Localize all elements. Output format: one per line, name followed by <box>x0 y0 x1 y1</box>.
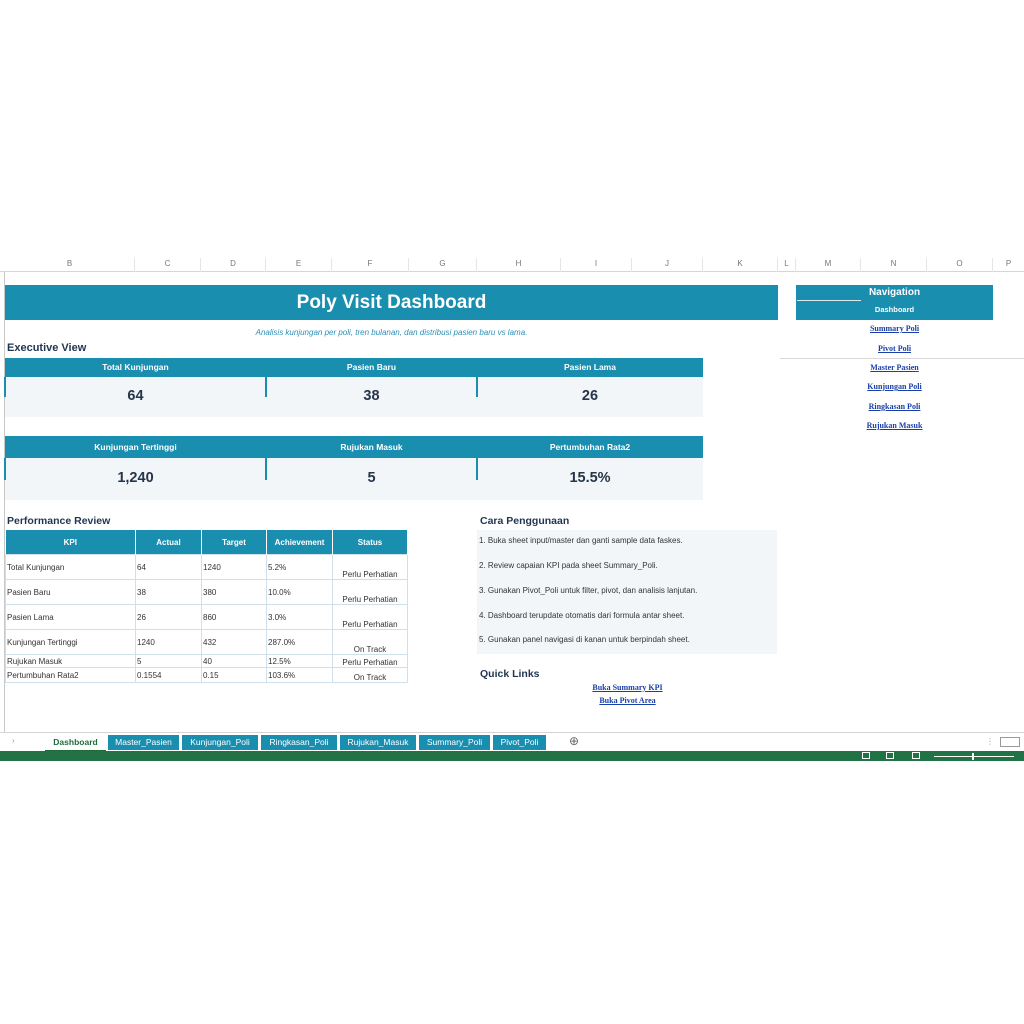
quick-links-heading: Quick Links <box>480 668 540 680</box>
actual-cell[interactable]: 38 <box>136 580 202 605</box>
status-cell[interactable]: Perlu Perhatian <box>333 605 408 630</box>
column-header-kpi[interactable]: KPI <box>6 530 136 555</box>
page-layout-icon[interactable] <box>886 752 894 759</box>
status-cell[interactable]: Perlu Perhatian <box>333 580 408 605</box>
table-row <box>6 630 408 655</box>
instruction-item: 4. Dashboard terupdate otomatis dari formula antar sheet. <box>479 611 685 620</box>
kpi-card-separator <box>4 458 6 480</box>
kpi-card-separator <box>4 377 6 397</box>
kpi-cell[interactable]: Kunjungan Tertinggi <box>6 630 136 655</box>
kpi-card-value: 1,240 <box>117 470 154 486</box>
column-header-target[interactable]: Target <box>202 530 267 555</box>
table-row <box>6 580 408 605</box>
column-header[interactable]: H <box>477 258 561 272</box>
target-cell[interactable]: 432 <box>202 630 267 655</box>
nav-link-ringkasan-poli[interactable]: Ringkasan Poli <box>868 402 921 411</box>
column-header[interactable]: K <box>703 258 778 272</box>
status-bar <box>0 751 1024 761</box>
target-cell[interactable]: 380 <box>202 580 267 605</box>
table-row <box>6 555 408 580</box>
cara-penggunaan-heading: Cara Penggunaan <box>480 515 570 527</box>
kpi-card-separator <box>265 458 267 480</box>
table-header-row <box>6 530 408 555</box>
actual-cell[interactable]: 26 <box>136 605 202 630</box>
status-cell[interactable]: Perlu Perhatian <box>333 555 408 580</box>
zoom-slider[interactable] <box>934 756 1014 757</box>
column-header[interactable]: M <box>796 258 861 272</box>
kpi-cell[interactable]: Rujukan Masuk <box>6 655 136 668</box>
table-row <box>6 605 408 630</box>
target-cell[interactable]: 40 <box>202 655 267 668</box>
instructions-box <box>477 530 777 654</box>
nav-link-dashboard[interactable]: Dashboard <box>874 305 915 314</box>
kpi-card-value: 38 <box>363 388 380 404</box>
column-header[interactable]: B <box>5 258 135 272</box>
nav-link-kunjungan-poli[interactable]: Kunjungan Poli <box>867 382 922 391</box>
kpi-card-label: Pasien Lama <box>477 358 703 377</box>
kpi-card-separator <box>476 458 478 480</box>
kpi-card-label: Pasien Baru <box>266 358 477 377</box>
kpi-card-value: 26 <box>581 388 599 404</box>
navigation-divider <box>797 300 861 301</box>
performance-table <box>5 530 408 683</box>
kpi-cell[interactable]: Pasien Lama <box>6 605 136 630</box>
sheet-tab-dashboard[interactable]: Dashboard <box>45 735 106 752</box>
quick-link-pivot-area[interactable]: Buka Pivot Area <box>599 696 656 705</box>
instruction-item: 3. Gunakan Pivot_Poli untuk filter, pivot, dan analisis lanjutan. <box>479 586 698 595</box>
status-cell[interactable]: On Track <box>333 668 408 683</box>
column-header-status[interactable]: Status <box>333 530 408 555</box>
scroll-tabs-left-icon[interactable]: › <box>12 736 15 745</box>
kpi-card-value: 15.5% <box>569 470 611 486</box>
add-sheet-icon[interactable]: ⊕ <box>569 734 580 748</box>
status-cell[interactable]: On Track <box>333 630 408 655</box>
achievement-cell[interactable]: 12.5% <box>267 655 333 668</box>
executive-view-heading: Executive View <box>7 342 87 354</box>
column-header[interactable]: C <box>135 258 201 272</box>
achievement-cell[interactable]: 5.2% <box>267 555 333 580</box>
column-header[interactable]: N <box>861 258 927 272</box>
quick-link-summary-kpi[interactable]: Buka Summary KPI <box>592 683 663 692</box>
column-header[interactable]: P <box>1005 259 1012 268</box>
achievement-cell[interactable]: 10.0% <box>267 580 333 605</box>
column-header-actual[interactable]: Actual <box>136 530 202 555</box>
performance-review-heading: Performance Review <box>7 515 111 527</box>
page-break-view-icon[interactable] <box>912 752 920 759</box>
kpi-cell[interactable]: Pasien Baru <box>6 580 136 605</box>
column-header[interactable]: I <box>561 258 632 272</box>
dashboard-subtitle: Analisis kunjungan per poli, tren bulanan, dan distribusi pasien baru vs lama. <box>255 328 528 337</box>
kpi-card-separator <box>476 377 478 397</box>
kpi-card-label: Rujukan Masuk <box>266 438 477 457</box>
sheet-tab-kunjungan-poli[interactable]: Kunjungan_Poli <box>182 735 258 750</box>
zoom-slider-handle[interactable] <box>972 753 974 760</box>
nav-link-pivot-poli[interactable]: Pivot Poli <box>877 344 912 353</box>
achievement-cell[interactable]: 103.6% <box>267 668 333 683</box>
sheet-tab-ringkasan-poli[interactable]: Ringkasan_Poli <box>261 735 337 750</box>
instruction-item: 2. Review capaian KPI pada sheet Summary_Poli. <box>479 561 658 570</box>
kpi-card-value: 64 <box>127 388 144 404</box>
sheet-tab-master-pasien[interactable]: Master_Pasien <box>108 735 179 750</box>
kpi-card-label: Kunjungan Tertinggi <box>5 438 266 457</box>
instruction-item: 1. Buka sheet input/master dan ganti sample data faskes. <box>479 536 683 545</box>
horizontal-scrollbar[interactable] <box>1000 737 1020 747</box>
status-cell[interactable]: Perlu Perhatian <box>333 655 408 668</box>
kpi-cell[interactable]: Pertumbuhan Rata2 <box>6 668 136 683</box>
achievement-cell[interactable]: 287.0% <box>267 630 333 655</box>
kpi-card-value: 5 <box>367 470 376 486</box>
actual-cell[interactable]: 5 <box>136 655 202 668</box>
actual-cell[interactable]: 1240 <box>136 630 202 655</box>
target-cell[interactable]: 0.15 <box>202 668 267 683</box>
achievement-cell[interactable]: 3.0% <box>267 605 333 630</box>
target-cell[interactable]: 860 <box>202 605 267 630</box>
sheet-tab-pivot-poli[interactable]: Pivot_Poli <box>493 735 546 750</box>
column-header[interactable]: D <box>201 258 266 272</box>
nav-link-master-pasien[interactable]: Master Pasien <box>870 363 919 372</box>
column-header[interactable]: O <box>927 258 993 272</box>
column-header-row <box>0 258 1024 272</box>
actual-cell[interactable]: 64 <box>136 555 202 580</box>
grid-line <box>780 358 1024 359</box>
sheet-tab-bar <box>0 732 1024 751</box>
kpi-card-label: Pertumbuhan Rata2 <box>477 438 703 457</box>
kpi-card-label: Total Kunjungan <box>5 358 266 377</box>
tab-splitter-icon[interactable]: ⋮ <box>986 737 994 746</box>
kpi-card-separator <box>265 377 267 397</box>
nav-link-summary-poli[interactable]: Summary Poli <box>869 324 920 333</box>
table-row <box>6 668 408 683</box>
target-cell[interactable]: 1240 <box>202 555 267 580</box>
column-header[interactable]: G <box>409 258 477 272</box>
sheet-tab-summary-poli[interactable]: Summary_Poli <box>419 735 490 750</box>
nav-link-rujukan-masuk[interactable]: Rujukan Masuk <box>866 421 923 430</box>
table-row <box>6 655 408 668</box>
kpi-cell[interactable]: Total Kunjungan <box>6 555 136 580</box>
instruction-item: 5. Gunakan panel navigasi di kanan untuk berpindah sheet. <box>479 635 690 644</box>
navigation-title: Navigation <box>868 287 921 298</box>
column-header[interactable]: E <box>266 258 332 272</box>
column-header[interactable]: F <box>332 258 409 272</box>
actual-cell[interactable]: 0.1554 <box>136 668 202 683</box>
normal-view-icon[interactable] <box>862 752 870 759</box>
sheet-tab-rujukan-masuk[interactable]: Rujukan_Masuk <box>340 735 416 750</box>
column-header[interactable]: L <box>778 258 796 272</box>
column-header[interactable]: J <box>632 258 703 272</box>
column-header-achievement[interactable]: Achievement <box>267 530 333 555</box>
dashboard-title: Poly Visit Dashboard <box>5 285 778 320</box>
